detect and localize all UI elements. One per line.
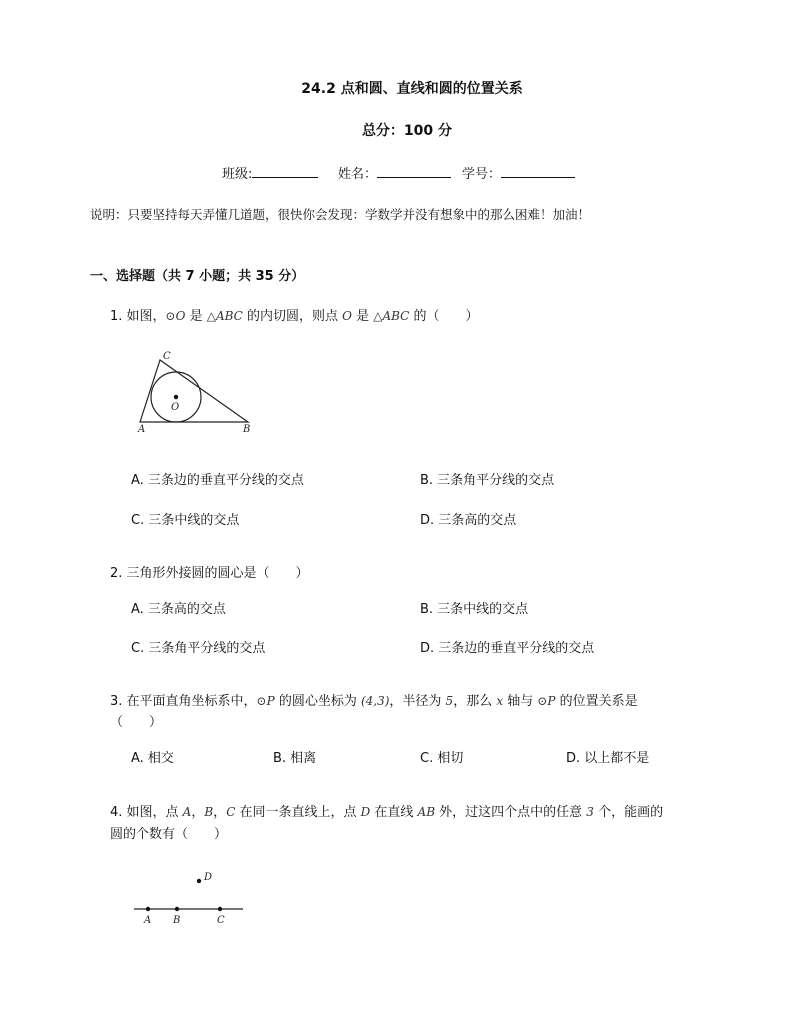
total-score: 总分：100 分 xyxy=(361,123,453,139)
instructions-note: 说明：只要坚持每天弄懂几道题，很快你会发现：学数学并没有想象中的那么困难！加油！ xyxy=(90,207,591,222)
section-heading: 一、选择题（共 7 小题；共 35 分） xyxy=(90,269,305,284)
id-label: 学号： xyxy=(462,167,502,182)
label-a: A xyxy=(144,915,152,926)
q1-option-c[interactable]: C. 三条中线的交点 xyxy=(131,513,240,528)
label-d: D xyxy=(204,872,213,883)
q1-option-a[interactable]: A. 三条边的垂直平分线的交点 xyxy=(131,473,304,488)
label-a: A xyxy=(138,424,146,435)
student-id-field xyxy=(462,163,575,182)
question-4: 4. 如图，点 A，B，C 在同一条直线上，点 D 在直线 AB 外，过这四个点中的任意 3 个，能画的 xyxy=(110,805,664,820)
question-3: 3. 在平面直角坐标系中，⊙P 的圆心坐标为 (4,3)，半径为 5，那么 x 轴与 ⊙P 的位置关系是 xyxy=(110,694,638,709)
center-point-o xyxy=(174,395,178,399)
question-1: 1. 如图，⊙O 是 △ABC 的内切圆，则点 O 是 △ABC 的（ ） xyxy=(110,309,479,324)
name-field xyxy=(338,163,451,182)
point-b xyxy=(175,907,179,911)
page-title: 24.2 点和圆、直线和圆的位置关系 xyxy=(301,81,523,97)
label-b: B xyxy=(173,915,181,926)
point-c xyxy=(218,907,222,911)
point-d xyxy=(197,879,201,883)
q3-option-c[interactable]: C. 相切 xyxy=(420,751,464,766)
class-label: 班级: xyxy=(222,167,253,182)
label-c: C xyxy=(217,915,225,926)
q3-option-b[interactable]: B. 相离 xyxy=(273,751,317,766)
question-3-line2: （ ） xyxy=(110,715,163,730)
label-c: C xyxy=(163,351,171,362)
name-label: 姓名： xyxy=(338,167,378,182)
q3-option-a[interactable]: A. 相交 xyxy=(131,751,174,766)
q2-option-b[interactable]: B. 三条中线的交点 xyxy=(420,602,529,617)
incircle-figure xyxy=(130,348,260,438)
q2-option-a[interactable]: A. 三条高的交点 xyxy=(131,602,226,617)
class-blank[interactable] xyxy=(252,165,318,178)
q1-option-d[interactable]: D. 三条高的交点 xyxy=(420,513,517,528)
point-a xyxy=(146,907,150,911)
q2-option-c[interactable]: C. 三条角平分线的交点 xyxy=(131,641,266,656)
name-blank[interactable] xyxy=(377,165,451,178)
q3-option-d[interactable]: D. 以上都不是 xyxy=(566,751,650,766)
q1-option-b[interactable]: B. 三条角平分线的交点 xyxy=(420,473,555,488)
class-field xyxy=(222,163,318,182)
id-blank[interactable] xyxy=(501,165,575,178)
label-o: O xyxy=(171,402,180,413)
question-4-line2: 圆的个数有（ ） xyxy=(110,827,228,842)
label-b: B xyxy=(243,424,251,435)
q2-option-d[interactable]: D. 三条边的垂直平分线的交点 xyxy=(420,641,595,656)
points-line-figure xyxy=(130,866,250,930)
question-2: 2. 三角形外接圆的圆心是（ ） xyxy=(110,566,309,581)
